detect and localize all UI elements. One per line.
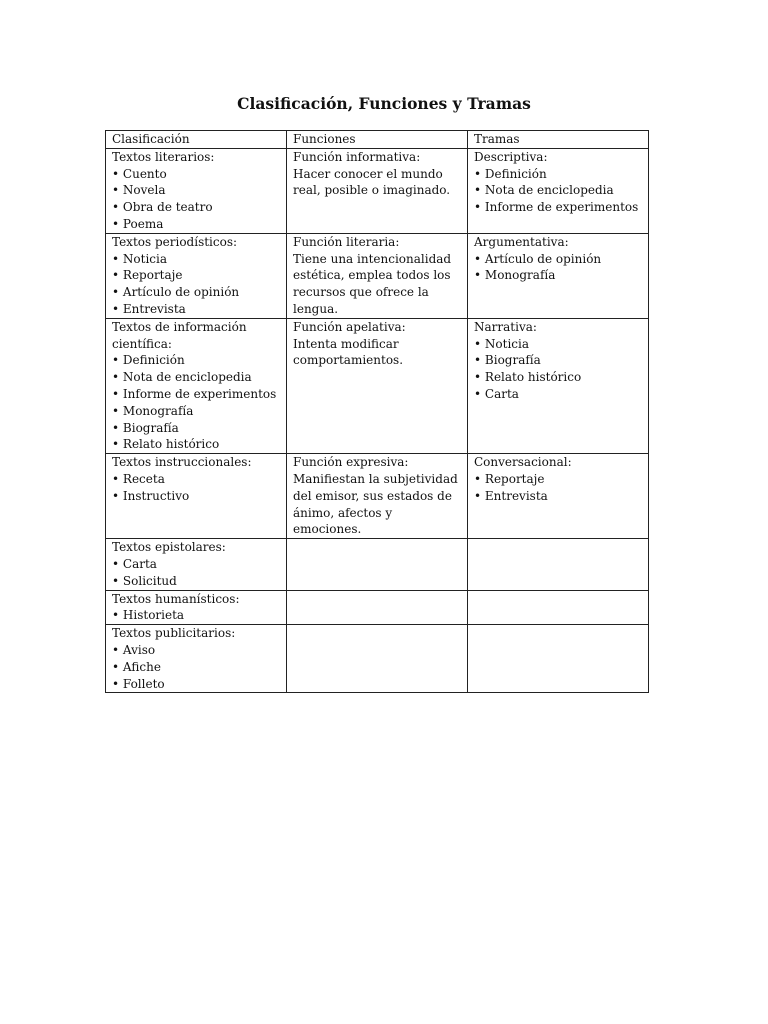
funcion-description: Intenta modificar comportamientos. — [293, 336, 404, 368]
clasificacion-list — [112, 556, 280, 590]
clasificacion-title: Textos instruccionales: — [112, 455, 252, 470]
funcion-title: Función informativa: — [293, 149, 421, 164]
page-title: Clasificación, Funciones y Tramas — [237, 94, 531, 113]
funcion-cell — [287, 454, 468, 539]
list-item: • Afiche — [112, 659, 280, 676]
list-item: • Receta — [112, 471, 280, 488]
list-item: • Definición — [112, 352, 280, 369]
clasificacion-title: Textos epistolares: — [112, 540, 226, 555]
funcion-description: Tiene una intencionalidad estética, emplea todos los recursos que ofrece la lengua. — [293, 251, 452, 316]
clasificacion-title: Textos periodísticos: — [112, 234, 238, 249]
list-item: • Nota de enciclopedia — [474, 182, 642, 199]
trama-title: Descriptiva: — [474, 149, 548, 164]
funcion-description: Hacer conocer el mundo real, posible o imaginado. — [293, 166, 451, 198]
list-item: • Monografía — [474, 267, 642, 284]
empty-cell — [287, 625, 468, 693]
list-item: • Monografía — [112, 403, 280, 420]
list-item: • Solicitud — [112, 573, 280, 590]
list-item: • Aviso — [112, 642, 280, 659]
clasificacion-title: Textos literarios: — [112, 149, 215, 164]
list-item: • Novela — [112, 182, 280, 199]
list-item: • Definición — [474, 166, 642, 183]
empty-cell — [468, 539, 649, 590]
clasificacion-cell — [106, 590, 287, 625]
table-row — [106, 454, 649, 539]
list-item: • Entrevista — [474, 488, 642, 505]
funcion-title: Función expresiva: — [293, 455, 409, 470]
clasificacion-title: Textos de información científica: — [112, 319, 247, 351]
clasificacion-cell — [106, 539, 287, 590]
table-row — [106, 233, 649, 318]
clasificacion-list — [112, 352, 280, 453]
header-tramas: Tramas — [468, 131, 649, 149]
table-row — [106, 148, 649, 233]
trama-list — [474, 251, 642, 285]
list-item: • Nota de enciclopedia — [112, 369, 280, 386]
table-row — [106, 590, 649, 625]
trama-list — [474, 336, 642, 403]
list-item: • Noticia — [474, 336, 642, 353]
table-row — [106, 625, 649, 693]
clasificacion-cell — [106, 625, 287, 693]
clasificacion-list — [112, 607, 280, 624]
funcion-title: Función apelativa: — [293, 319, 406, 334]
list-item: • Cuento — [112, 166, 280, 183]
list-item: • Historieta — [112, 607, 280, 624]
clasificacion-cell — [106, 318, 287, 453]
funcion-title: Función literaria: — [293, 234, 400, 249]
header-clasificacion: Clasificación — [106, 131, 287, 149]
table-row — [106, 539, 649, 590]
trama-title: Conversacional: — [474, 455, 572, 470]
list-item: • Noticia — [112, 251, 280, 268]
clasificacion-list — [112, 642, 280, 692]
list-item: • Biografía — [474, 352, 642, 369]
funcion-description: Manifiestan la subjetividad del emisor, sus estados de ánimo, afectos y emociones. — [293, 471, 458, 537]
table-row — [106, 318, 649, 453]
list-item: • Instructivo — [112, 488, 280, 505]
funcion-cell — [287, 233, 468, 318]
empty-cell — [287, 539, 468, 590]
list-item: • Relato histórico — [474, 369, 642, 386]
clasificacion-list — [112, 251, 280, 318]
table-header-row — [106, 131, 649, 149]
list-item: • Reportaje — [474, 471, 642, 488]
list-item: • Carta — [474, 386, 642, 403]
empty-cell — [287, 590, 468, 625]
clasificacion-cell — [106, 148, 287, 233]
clasificacion-title: Textos publicitarios: — [112, 626, 236, 641]
funcion-cell — [287, 318, 468, 453]
list-item: • Reportaje — [112, 267, 280, 284]
list-item: • Informe de experimentos — [474, 199, 642, 216]
list-item: • Poema — [112, 216, 280, 233]
clasificacion-list — [112, 166, 280, 233]
trama-cell — [468, 318, 649, 453]
list-item: • Carta — [112, 556, 280, 573]
clasificacion-cell — [106, 233, 287, 318]
classification-table — [105, 130, 649, 693]
trama-cell — [468, 148, 649, 233]
trama-title: Argumentativa: — [474, 234, 569, 249]
list-item: • Entrevista — [112, 301, 280, 318]
list-item: • Informe de experimentos — [112, 386, 280, 403]
empty-cell — [468, 625, 649, 693]
empty-cell — [468, 590, 649, 625]
list-item: • Artículo de opinión — [112, 284, 280, 301]
list-item: • Biografía — [112, 420, 280, 437]
trama-cell — [468, 233, 649, 318]
clasificacion-list — [112, 471, 280, 505]
header-funciones: Funciones — [287, 131, 468, 149]
trama-title: Narrativa: — [474, 319, 537, 334]
trama-list — [474, 471, 642, 505]
clasificacion-cell — [106, 454, 287, 539]
list-item: • Obra de teatro — [112, 199, 280, 216]
funcion-cell — [287, 148, 468, 233]
trama-cell — [468, 454, 649, 539]
trama-list — [474, 166, 642, 216]
list-item: • Folleto — [112, 676, 280, 693]
list-item: • Relato histórico — [112, 436, 280, 453]
list-item: • Artículo de opinión — [474, 251, 642, 268]
clasificacion-title: Textos humanísticos: — [112, 591, 240, 606]
